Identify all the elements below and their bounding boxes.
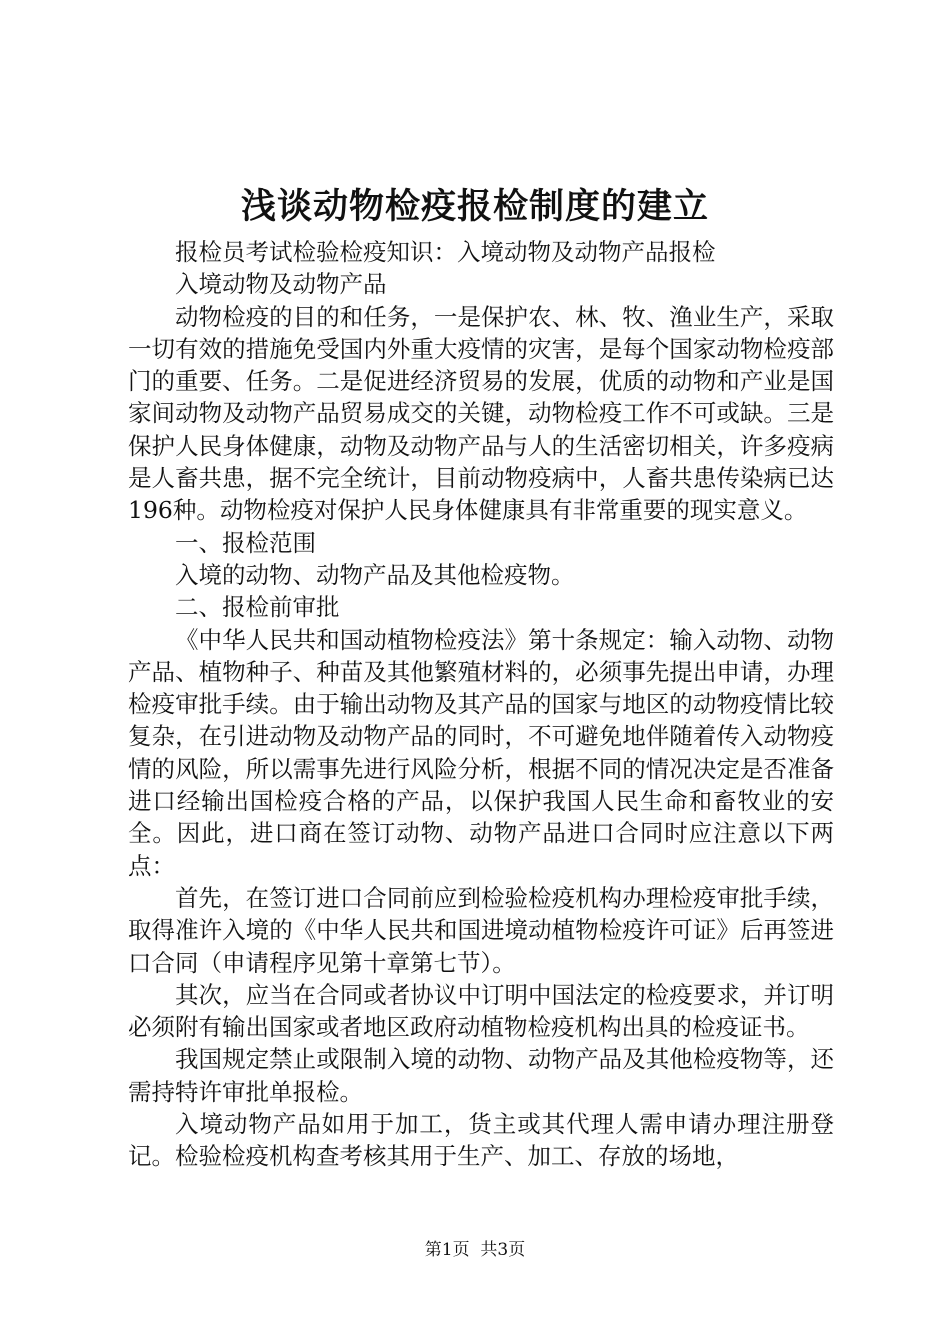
paragraph: 首先，在签订进口合同前应到检验检疫机构办理检疫审批手续，取得准许入境的《中华人民共和国进境动植物检疫许可证》后再签进口合同（申请程序见第十章第七节）。 xyxy=(128,883,834,977)
paragraph: 入境动物及动物产品 xyxy=(175,270,387,299)
page-number: 第1页 xyxy=(424,1240,470,1260)
page-footer xyxy=(0,1238,950,1262)
paragraph: 入境的动物、动物产品及其他检疫物。 xyxy=(175,560,575,589)
paragraph: 其次，应当在合同或者协议中订明中国法定的检疫要求，并订明必须附有输出国家或者地区政府动植物检疫机构出具的检疫证书。 xyxy=(128,980,834,1042)
document-body xyxy=(128,236,834,1173)
paragraph: 我国规定禁止或限制入境的动物、动物产品及其他检疫物等，还需持特许审批单报检。 xyxy=(128,1045,834,1106)
document-title: 浅谈动物检疫报检制度的建立 xyxy=(240,186,709,227)
page-total: 共3页 xyxy=(480,1240,526,1260)
section-heading: 二、报检前审批 xyxy=(175,593,340,622)
paragraph: 动物检疫的目的和任务，一是保护农、林、牧、渔业生产，采取一切有效的措施免受国内外重大疫情的灾害，是每个国家动物检疫部门的重要、任务。二是促进经济贸易的发展，优质的动物和产业是国家间动物及动物产品贸易成交的关键，动物检疫工作不可或缺。三是保护人民身体健康，动物及动物产品与人的生活密切相关，许多疫病是人畜共患，据不完全统计，目前动物疫病中，人畜共患传染病已达196种。动物检疫对保护人民身体健康具有非常重要的现实意义。 xyxy=(128,302,834,525)
paragraph: 《中华人民共和国动植物检疫法》第十条规定：输入动物、动物产品、植物种子、种苗及其他繁殖材料的，必须事先提出申请，办理检疫审批手续。由于输出动物及其产品的国家与地区的动物疫情比较复杂，在引进动物及动物产品的同时，不可避免地伴随着传入动物疫情的风险，所以需事先进行风险分析，根据不同的情况决定是否准备进口经输出国检疫合格的产品，以保护我国人民生命和畜牧业的安全。因此，进口商在签订动物、动物产品进口合同时应注意以下两点： xyxy=(128,625,834,880)
paragraph: 入境动物产品如用于加工，货主或其代理人需申请办理注册登记。检验检疫机构查考核其用于生产、加工、存放的场地， xyxy=(128,1110,834,1171)
paragraph: 报检员考试检验检疫知识：入境动物及动物产品报检 xyxy=(175,238,716,266)
section-heading: 一、报检范围 xyxy=(175,528,316,557)
